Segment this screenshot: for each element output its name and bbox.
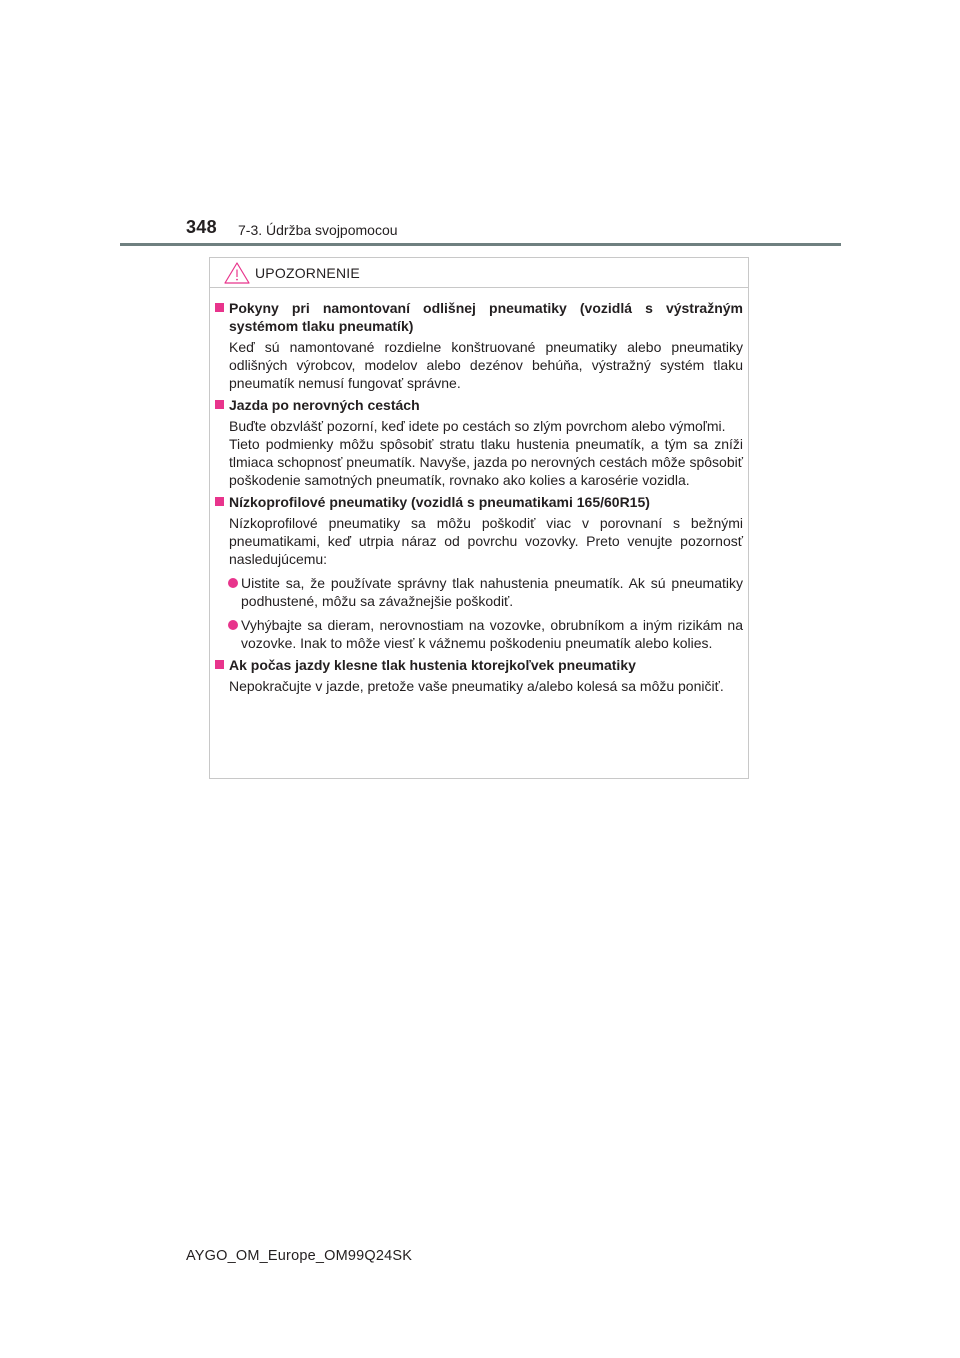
list-item: Uistite sa, že používate správny tlak nahustenia pneumatík. Ak sú pneumatiky podhustené, môžu sa závažnejšie poškodiť. bbox=[215, 574, 743, 610]
item-heading: Pokyny pri namontovaní odlišnej pneumatiky (vozidlá s výstražným systémom tlaku pneumatík) bbox=[215, 299, 743, 335]
warning-title: UPOZORNENIE bbox=[255, 265, 360, 281]
warning-item bbox=[215, 493, 743, 652]
square-bullet-icon bbox=[215, 303, 224, 312]
item-heading: Ak počas jazdy klesne tlak hustenia ktorejkoľvek pneumatiky bbox=[215, 656, 743, 674]
item-text: Tieto podmienky môžu spôsobiť stratu tlaku hustenia pneumatík, a tým sa zníži tlmiaca schopnosť pneumatík. Navyše, jazda po nerovných cestách môže spôsobiť poškodenie samotných pneumatík, rovnako ako kolies a karosérie vozidla. bbox=[229, 436, 743, 488]
list-item: Vyhýbajte sa dieram, nerovnostiam na vozovke, obrubníkom a iným rizikám na vozovke. Inak to môže viesť k vážnemu poškodeniu pneumatík alebo kolies. bbox=[215, 616, 743, 652]
item-heading: Nízkoprofilové pneumatiky (vozidlá s pneumatikami 165/60R15) bbox=[215, 493, 743, 511]
warning-body bbox=[215, 299, 743, 699]
square-bullet-icon bbox=[215, 660, 224, 669]
document-code: AYGO_OM_Europe_OM99Q24SK bbox=[186, 1248, 413, 1264]
warning-item bbox=[215, 299, 743, 392]
warning-item bbox=[215, 656, 743, 695]
round-bullet-icon bbox=[228, 578, 238, 588]
section-title: 7-3. Údržba svojpomocou bbox=[238, 222, 398, 238]
warning-triangle-icon bbox=[223, 261, 251, 285]
square-bullet-icon bbox=[215, 400, 224, 409]
item-text: Nízkoprofilové pneumatiky sa môžu poškodiť viac v porovnaní s bežnými pneumatikami, keď utrpia náraz od povrchu vozovky. Preto venujte pozornosť nasledujúcemu: bbox=[229, 515, 743, 567]
item-text: Keď sú namontované rozdielne konštruované pneumatiky alebo pneumatiky odlišných výrobcov, modelov alebo dezénov behúňa, výstražný systém tlaku pneumatík nemusí fungovať správne. bbox=[229, 339, 743, 391]
item-text: Nepokračujte v jazde, pretože vaše pneumatiky a/alebo kolesá sa môžu poničiť. bbox=[229, 678, 724, 694]
item-text: Buďte obzvlášť pozorní, keď idete po cestách so zlým povrchom alebo výmoľmi. bbox=[229, 418, 726, 434]
item-heading: Jazda po nerovných cestách bbox=[215, 396, 743, 414]
page-number: 348 bbox=[186, 217, 217, 237]
header-rule bbox=[120, 243, 841, 246]
warning-item bbox=[215, 396, 743, 489]
warning-box bbox=[209, 257, 749, 779]
warning-header bbox=[210, 258, 748, 288]
square-bullet-icon bbox=[215, 497, 224, 506]
round-bullet-icon bbox=[228, 620, 238, 630]
